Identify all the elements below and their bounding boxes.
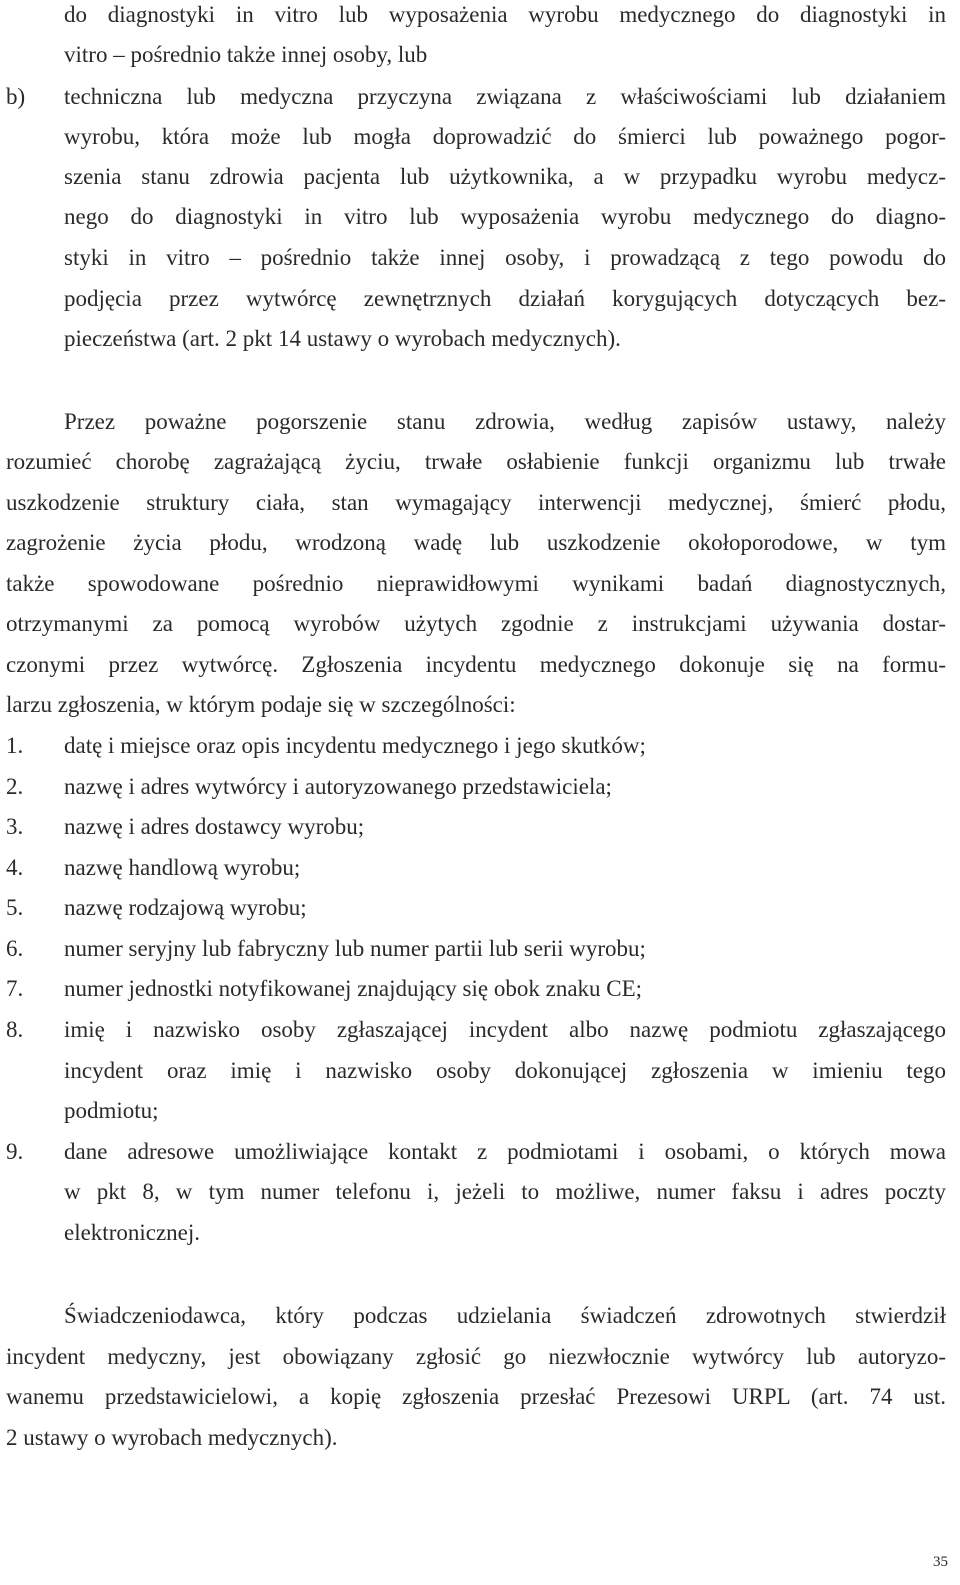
list-number: 9. [6, 1139, 24, 1164]
list-item-text: podmiotu; [64, 1098, 159, 1123]
list-number: 3. [6, 814, 24, 839]
paragraph-line: otrzymanymi za pomocą wyrobów użytych zgodnie z instrukcjami używania dostar- [6, 611, 946, 636]
list-number: 2. [6, 774, 24, 799]
list-item-text: elektronicznej. [64, 1220, 201, 1245]
list-item-text: numer jednostki notyfikowanej znajdujący się obok znaku CE; [64, 976, 643, 1001]
list-number: 4. [6, 855, 24, 880]
text-line: do diagnostyki in vitro lub wyposażenia wyrobu medycznego do diagnostyki in [64, 2, 946, 27]
paragraph-line: zagrożenie życia płodu, wrodzoną wadę lub uszkodzenie okołoporodowe, w tym [6, 530, 946, 555]
paragraph-line: larzu zgłoszenia, w którym podaje się w szczególności: [6, 692, 516, 717]
list-item-text: datę i miejsce oraz opis incydentu medycznego i jego skutków; [64, 733, 646, 758]
list-item-text: nazwę handlową wyrobu; [64, 855, 301, 880]
text-line: styki in vitro – pośrednio także innej osoby, i prowadzącą z tego powodu do [64, 245, 946, 270]
paragraph-line: incydent medyczny, jest obowiązany zgłosić go niezwłocznie wytwórcy lub autoryzo- [6, 1344, 946, 1369]
list-item-text: nazwę i adres dostawcy wyrobu; [64, 814, 365, 839]
list-item-text: incydent oraz imię i nazwisko osoby dokonującej zgłoszenia w imieniu tego [64, 1058, 946, 1083]
text-line: pieczeństwa (art. 2 pkt 14 ustawy o wyrobach medycznych). [64, 326, 621, 351]
text-line: wyrobu, która może lub mogła doprowadzić do śmierci lub poważnego pogor- [64, 124, 946, 149]
list-item-text: imię i nazwisko osoby zgłaszającej incydent albo nazwę podmiotu zgłaszającego [64, 1017, 946, 1042]
text-line: vitro – pośrednio także innej osoby, lub [64, 42, 428, 67]
list-item-text: numer seryjny lub fabryczny lub numer partii lub serii wyrobu; [64, 936, 646, 961]
paragraph-line: Świadczeniodawca, który podczas udzielania świadczeń zdrowotnych stwierdził [64, 1303, 946, 1328]
list-number: 8. [6, 1017, 24, 1042]
paragraph-line: uszkodzenie struktury ciała, stan wymagający interwencji medycznej, śmierć płodu, [6, 490, 946, 515]
paragraph-line: rozumieć chorobę zagrażającą życiu, trwałe osłabienie funkcji organizmu lub trwałe [6, 449, 946, 474]
list-item-text: dane adresowe umożliwiające kontakt z podmiotami i osobami, o których mowa [64, 1139, 946, 1164]
text-line: podjęcia przez wytwórcę zewnętrznych działań korygujących dotyczących bez- [64, 286, 946, 311]
text-line: szenia stanu zdrowia pacjenta lub użytkownika, a w przypadku wyrobu medycz- [64, 164, 946, 189]
text-line: nego do diagnostyki in vitro lub wyposażenia wyrobu medycznego do diagno- [64, 204, 946, 229]
list-item-text: nazwę rodzajową wyrobu; [64, 895, 307, 920]
list-number: 6. [6, 936, 24, 961]
paragraph-line: czonymi przez wytwórcę. Zgłoszenia incydentu medycznego dokonuje się na formu- [6, 652, 946, 677]
paragraph-line: 2 ustawy o wyrobach medycznych). [6, 1425, 338, 1450]
list-number: 1. [6, 733, 24, 758]
list-number: 7. [6, 976, 24, 1001]
paragraph-line: także spowodowane pośrednio nieprawidłowymi wynikami badań diagnostycznych, [6, 571, 946, 596]
text-line: techniczna lub medyczna przyczyna związana z właściwościami lub działaniem [64, 84, 946, 109]
paragraph-line: wanemu przedstawicielowi, a kopię zgłoszenia przesłać Prezesowi URPL (art. 74 ust. [6, 1384, 946, 1409]
list-marker: b) [6, 84, 26, 109]
list-number: 5. [6, 895, 24, 920]
list-item-text: nazwę i adres wytwórcy i autoryzowanego przedstawiciela; [64, 774, 612, 799]
page-number: 35 [933, 1554, 948, 1570]
list-item-text: w pkt 8, w tym numer telefonu i, jeżeli to możliwe, numer faksu i adres poczty [64, 1179, 946, 1204]
paragraph-line: Przez poważne pogorszenie stanu zdrowia, według zapisów ustawy, należy [64, 409, 946, 434]
